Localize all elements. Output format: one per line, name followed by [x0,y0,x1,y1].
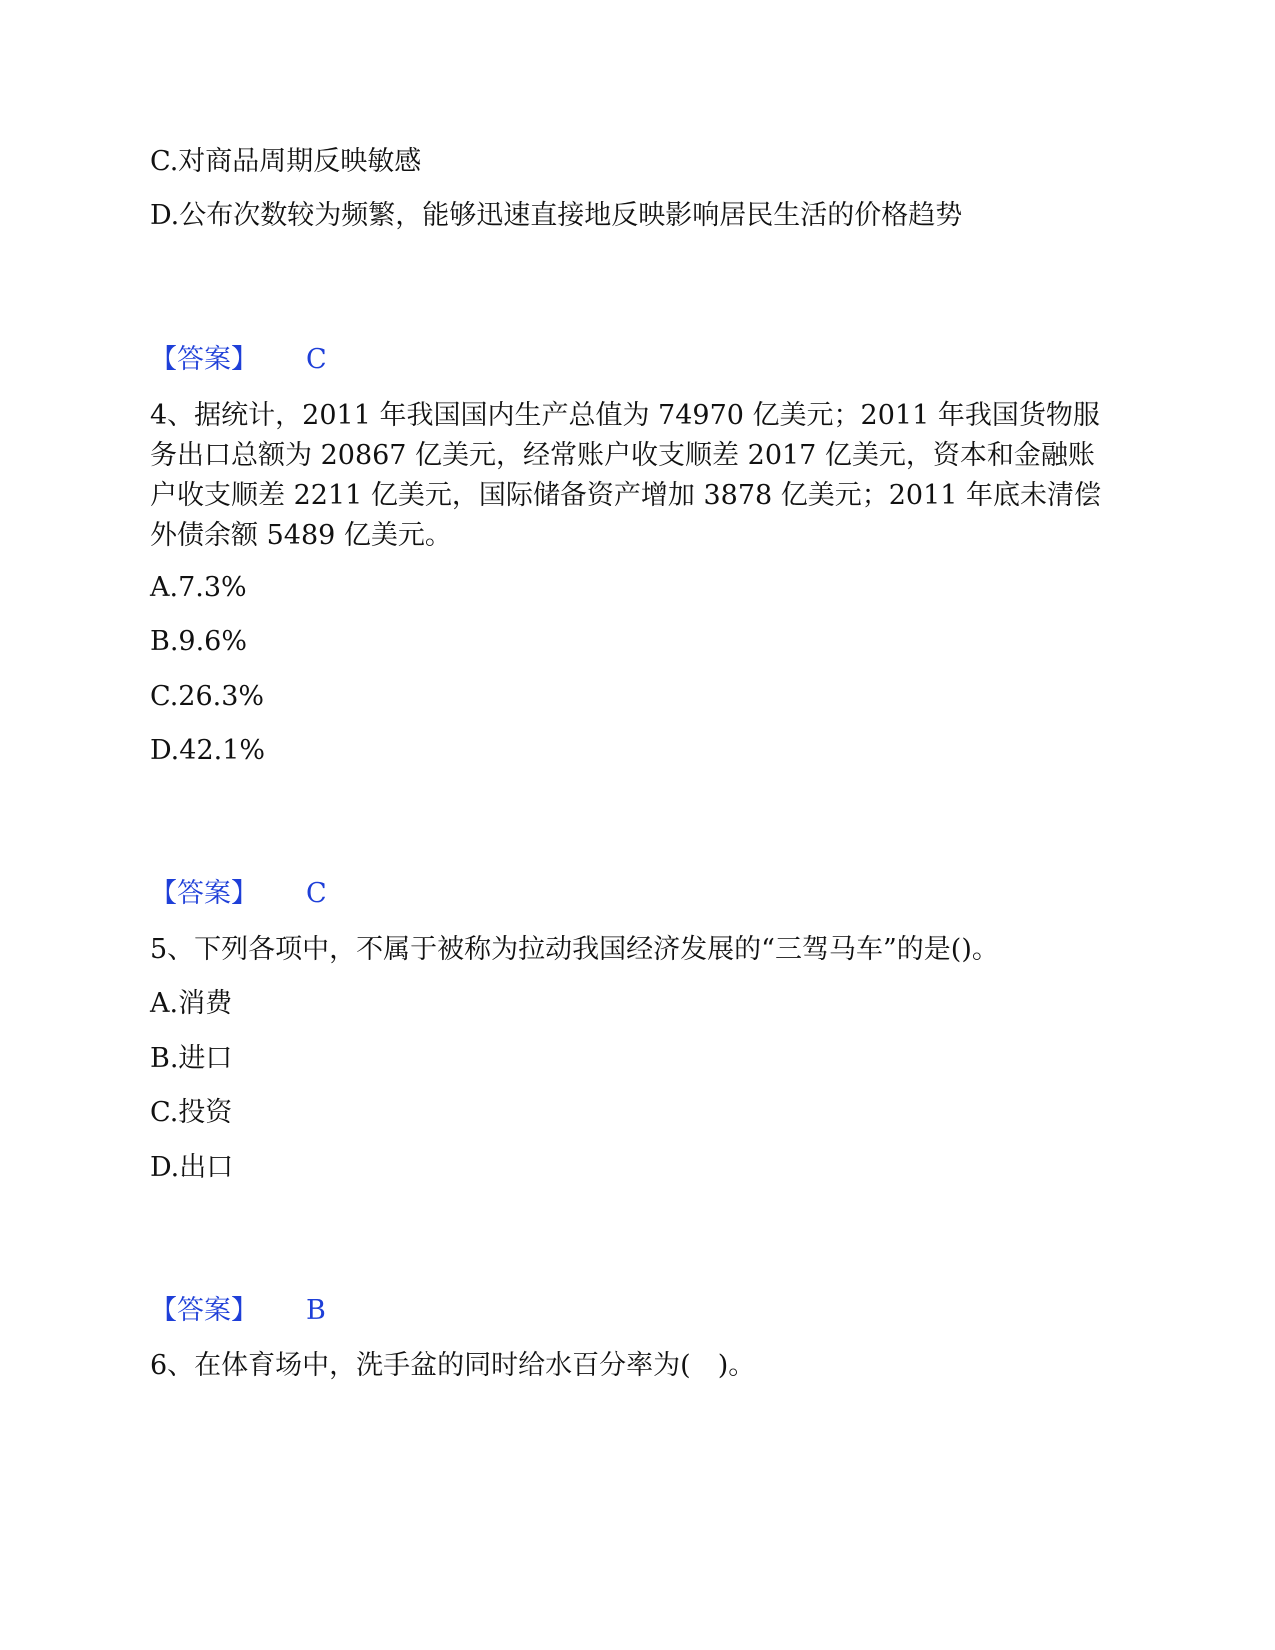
q5-answer [150,1291,326,1331]
q4-text: 4、据统计，2011 年我国国内生产总值为 74970 亿美元；2011 年我国货物服务出口总额为 20867 亿美元，经常账户收支顺差 2017 亿美元，资本和金融账户收支顺差 2211 亿美元，国际储备资产增加 3878 亿美元；2011 年底未清偿外债余额 5489 亿美元。 [150,400,1102,551]
answer-label: 【答案】 [150,878,258,909]
answer-value: C [306,344,327,375]
q5-option-a: A.消费 [150,988,233,1019]
q3-answer [150,340,327,380]
q4-option-a: A.7.3% [150,572,247,603]
answer-label: 【答案】 [150,1295,258,1326]
answer-value: B [306,1295,326,1326]
answer-label: 【答案】 [150,344,258,375]
q3-option-c: C.对商品周期反映敏感 [150,146,422,177]
q4-answer [150,874,327,914]
q4-option-c: C.26.3% [150,681,265,712]
q4-option-d: D.42.1% [150,735,266,766]
q3-option-d: D.公布次数较为频繁，能够迅速直接地反映影响居民生活的价格趋势 [150,200,963,231]
q5-option-c: C.投资 [150,1097,233,1128]
q6-text: 6、在体育场中，洗手盆的同时给水百分率为( )。 [150,1350,756,1381]
q5-option-b: B.进口 [150,1043,233,1074]
q5-option-d: D.出口 [150,1152,234,1183]
q5-text: 5、下列各项中，不属于被称为拉动我国经济发展的“三驾马车”的是()。 [150,934,999,965]
q4-option-b: B.9.6% [150,626,248,657]
answer-value: C [306,878,327,909]
